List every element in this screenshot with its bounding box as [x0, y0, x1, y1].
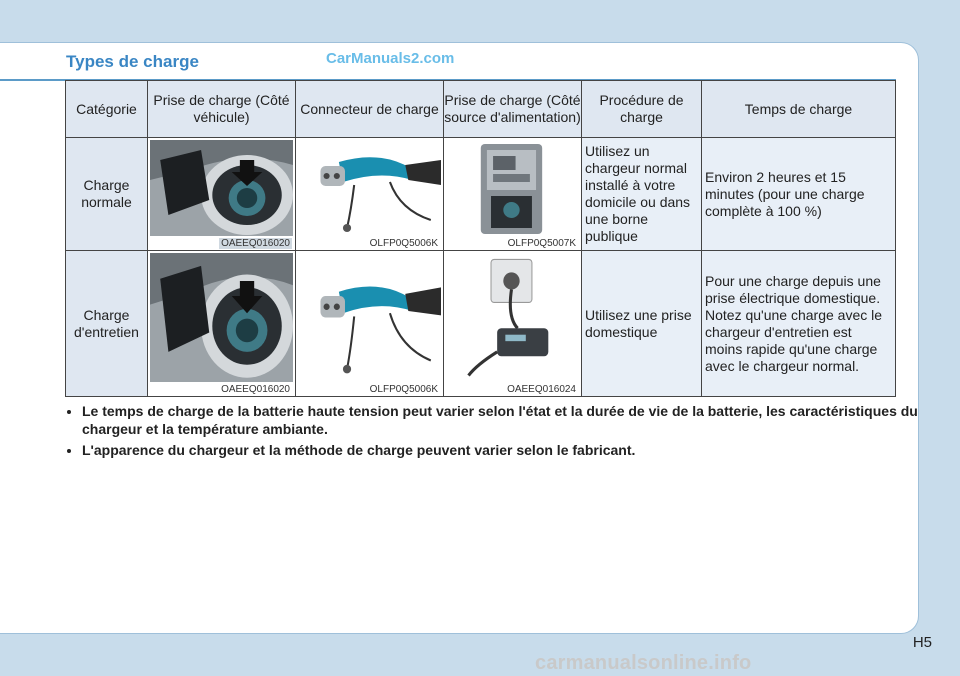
household-outlet-charger-image	[446, 253, 579, 382]
row-time: Environ 2 heures et 15 minutes (pour une charge complète à 100 %)	[702, 138, 896, 251]
header-connector: Connecteur de charge	[296, 81, 444, 138]
table-row	[66, 138, 896, 251]
section-title: Types de charge	[66, 52, 199, 71]
header-category: Catégorie	[66, 81, 148, 138]
image-code: OLFP0Q5006K	[369, 238, 438, 249]
row-procedure: Utilisez une prise domestique	[582, 251, 702, 397]
image-code: OAEEQ016020	[221, 384, 290, 395]
header-time: Temps de charge	[702, 81, 896, 138]
header-vehicle-socket: Prise de charge (Côté véhicule)	[148, 81, 296, 138]
row-category: Charge normale	[66, 138, 148, 251]
header-procedure: Procédure de charge	[582, 81, 702, 138]
public-charger-image	[446, 140, 579, 236]
row-category: Charge d'entretien	[66, 251, 148, 397]
page-number: H5	[912, 634, 932, 651]
source-socket-cell	[444, 138, 582, 251]
row-time: Pour une charge depuis une prise électrique domestique. Notez qu'une charge avec le chargeur d'entretien est moins rapide qu'une charge avec le chargeur normal.	[702, 251, 896, 397]
note-item: • L'apparence du chargeur et la méthode de charge peuvent varier selon le fabricant.	[82, 441, 922, 459]
table-row	[66, 251, 896, 397]
charging-connector-image	[298, 140, 441, 236]
image-code: OLFP0Q5006K	[369, 384, 438, 395]
table-header-row	[66, 81, 896, 138]
vehicle-charge-port-image	[150, 253, 293, 382]
watermark-top: CarManuals2.com	[326, 50, 455, 67]
vehicle-charge-port-image	[150, 140, 293, 236]
vehicle-socket-cell	[148, 138, 296, 251]
connector-cell	[296, 138, 444, 251]
watermark-bottom: carmanualsonline.info	[535, 652, 752, 674]
connector-cell	[296, 251, 444, 397]
header-source-socket: Prise de charge (Côté source d'alimentation)	[444, 81, 582, 138]
charge-types-table	[65, 80, 896, 397]
image-code: OAEEQ016020	[221, 238, 290, 249]
vehicle-socket-cell	[148, 251, 296, 397]
source-socket-cell	[444, 251, 582, 397]
row-procedure: Utilisez un chargeur normal installé à votre domicile ou dans une borne publique	[582, 138, 702, 251]
charging-connector-image	[298, 253, 441, 382]
notes-list	[64, 402, 922, 462]
image-code: OAEEQ016024	[507, 384, 576, 395]
note-item: • Le temps de charge de la batterie haute tension peut varier selon l'état et la durée de vie de la batterie, les caractéristiques du chargeur et la température ambiante.	[82, 402, 922, 438]
image-code: OLFP0Q5007K	[507, 238, 576, 249]
